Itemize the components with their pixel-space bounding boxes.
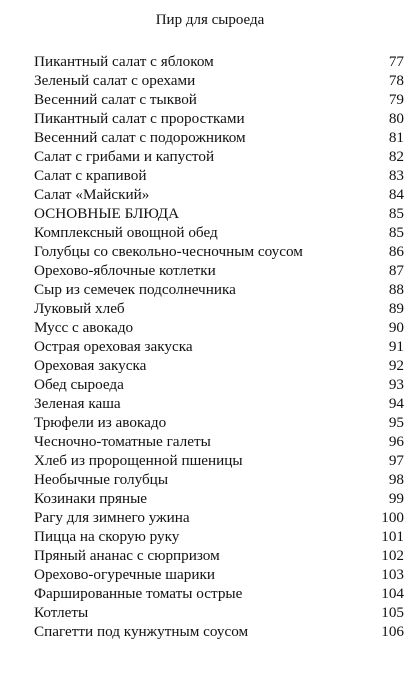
toc-entry-page: 103 — [381, 566, 404, 583]
toc-entry-page: 95 — [388, 414, 404, 431]
toc-entry-title: Комплексный овощной обед — [34, 224, 218, 241]
toc-entry-page: 85 — [388, 224, 404, 241]
toc-entry-page: 97 — [388, 452, 404, 469]
toc-entry — [34, 584, 404, 603]
toc-entry-page: 93 — [388, 376, 404, 393]
toc-entry-title: Сыр из семечек подсолнечника — [34, 281, 236, 298]
toc-entry — [34, 280, 404, 299]
toc-entry-page: 85 — [388, 205, 404, 222]
toc-entry-page: 102 — [381, 547, 404, 564]
toc-entry-title: Весенний салат с тыквой — [34, 91, 197, 108]
toc-entry-page: 83 — [388, 167, 404, 184]
toc-entry — [34, 546, 404, 565]
toc-entry-title: Пикантный салат с проростками — [34, 110, 245, 127]
toc-entry-page: 105 — [381, 604, 404, 621]
toc-entry-page: 104 — [381, 585, 404, 602]
toc-entry — [34, 166, 404, 185]
table-of-contents — [34, 52, 404, 641]
toc-entry-title: Орехово-огуречные шарики — [34, 566, 215, 583]
toc-entry-page: 82 — [388, 148, 404, 165]
toc-entry-title: Трюфели из авокадо — [34, 414, 167, 431]
toc-entry-title: Необычные голубцы — [34, 471, 169, 488]
toc-entry — [34, 299, 404, 318]
toc-entry — [34, 489, 404, 508]
toc-entry — [34, 375, 404, 394]
toc-entry-title: Орехово-яблочные котлетки — [34, 262, 216, 279]
toc-entry-page: 89 — [388, 300, 404, 317]
toc-entry-page: 98 — [388, 471, 404, 488]
toc-entry-page: 99 — [388, 490, 404, 507]
toc-entry-page: 88 — [388, 281, 404, 298]
toc-entry-page: 79 — [388, 91, 404, 108]
toc-entry-title: Салат с грибами и капустой — [34, 148, 215, 165]
toc-entry-title: Козинаки пряные — [34, 490, 148, 507]
toc-entry-title: Зеленый салат с орехами — [34, 72, 196, 89]
toc-section-title: ОСНОВНЫЕ БЛЮДА — [34, 205, 180, 222]
toc-entry — [34, 109, 404, 128]
toc-entry-page: 91 — [388, 338, 404, 355]
toc-entry-title: Пикантный салат с яблоком — [34, 53, 214, 70]
toc-entry — [34, 565, 404, 584]
toc-section-heading — [34, 204, 404, 223]
toc-entry — [34, 185, 404, 204]
toc-entry — [34, 394, 404, 413]
toc-entry — [34, 71, 404, 90]
toc-entry-title: Обед сыроеда — [34, 376, 124, 393]
toc-entry-title: Хлеб из пророщенной пшеницы — [34, 452, 243, 469]
toc-entry-page: 92 — [388, 357, 404, 374]
toc-entry — [34, 527, 404, 546]
toc-entry — [34, 356, 404, 375]
toc-entry — [34, 147, 404, 166]
toc-entry-title: Зеленая каша — [34, 395, 121, 412]
toc-entry-title: Острая ореховая закуска — [34, 338, 193, 355]
toc-entry-page: 81 — [388, 129, 404, 146]
toc-entry-page: 80 — [388, 110, 404, 127]
toc-entry — [34, 261, 404, 280]
toc-entry-title: Салат «Майский» — [34, 186, 150, 203]
toc-entry-page: 77 — [388, 53, 404, 70]
toc-entry-title: Мусс с авокадо — [34, 319, 134, 336]
toc-entry-page: 96 — [388, 433, 404, 450]
toc-entry-title: Спагетти под кунжутным соусом — [34, 623, 249, 640]
toc-entry-title: Голубцы со свекольно-чесночным соусом — [34, 243, 303, 260]
toc-entry-title: Чесночно-томатные галеты — [34, 433, 211, 450]
toc-entry — [34, 128, 404, 147]
toc-entry-title: Котлеты — [34, 604, 89, 621]
toc-entry-title: Пряный ананас с сюрпризом — [34, 547, 220, 564]
toc-entry-page: 106 — [381, 623, 404, 640]
toc-entry-page: 78 — [388, 72, 404, 89]
toc-entry — [34, 622, 404, 641]
toc-entry — [34, 318, 404, 337]
toc-entry — [34, 90, 404, 109]
toc-entry-page: 90 — [388, 319, 404, 336]
toc-entry-page: 86 — [388, 243, 404, 260]
toc-entry — [34, 242, 404, 261]
toc-entry — [34, 451, 404, 470]
toc-entry — [34, 223, 404, 242]
toc-entry — [34, 470, 404, 489]
toc-entry — [34, 603, 404, 622]
toc-entry-page: 87 — [388, 262, 404, 279]
toc-entry — [34, 52, 404, 71]
toc-entry — [34, 508, 404, 527]
toc-entry-page: 100 — [381, 509, 404, 526]
toc-entry-page: 94 — [388, 395, 404, 412]
toc-entry — [34, 337, 404, 356]
toc-entry-title: Рагу для зимнего ужина — [34, 509, 190, 526]
running-header: Пир для сыроеда — [155, 12, 265, 28]
toc-entry-title: Луковый хлеб — [34, 300, 125, 317]
toc-entry — [34, 432, 404, 451]
toc-entry-title: Ореховая закуска — [34, 357, 147, 374]
toc-entry — [34, 413, 404, 432]
toc-entry-title: Весенний салат с подорожником — [34, 129, 246, 146]
toc-entry-page: 101 — [381, 528, 404, 545]
toc-entry-title: Пицца на скорую руку — [34, 528, 180, 545]
toc-entry-page: 84 — [388, 186, 404, 203]
toc-entry-title: Салат с крапивой — [34, 167, 147, 184]
toc-entry-title: Фаршированные томаты острые — [34, 585, 243, 602]
